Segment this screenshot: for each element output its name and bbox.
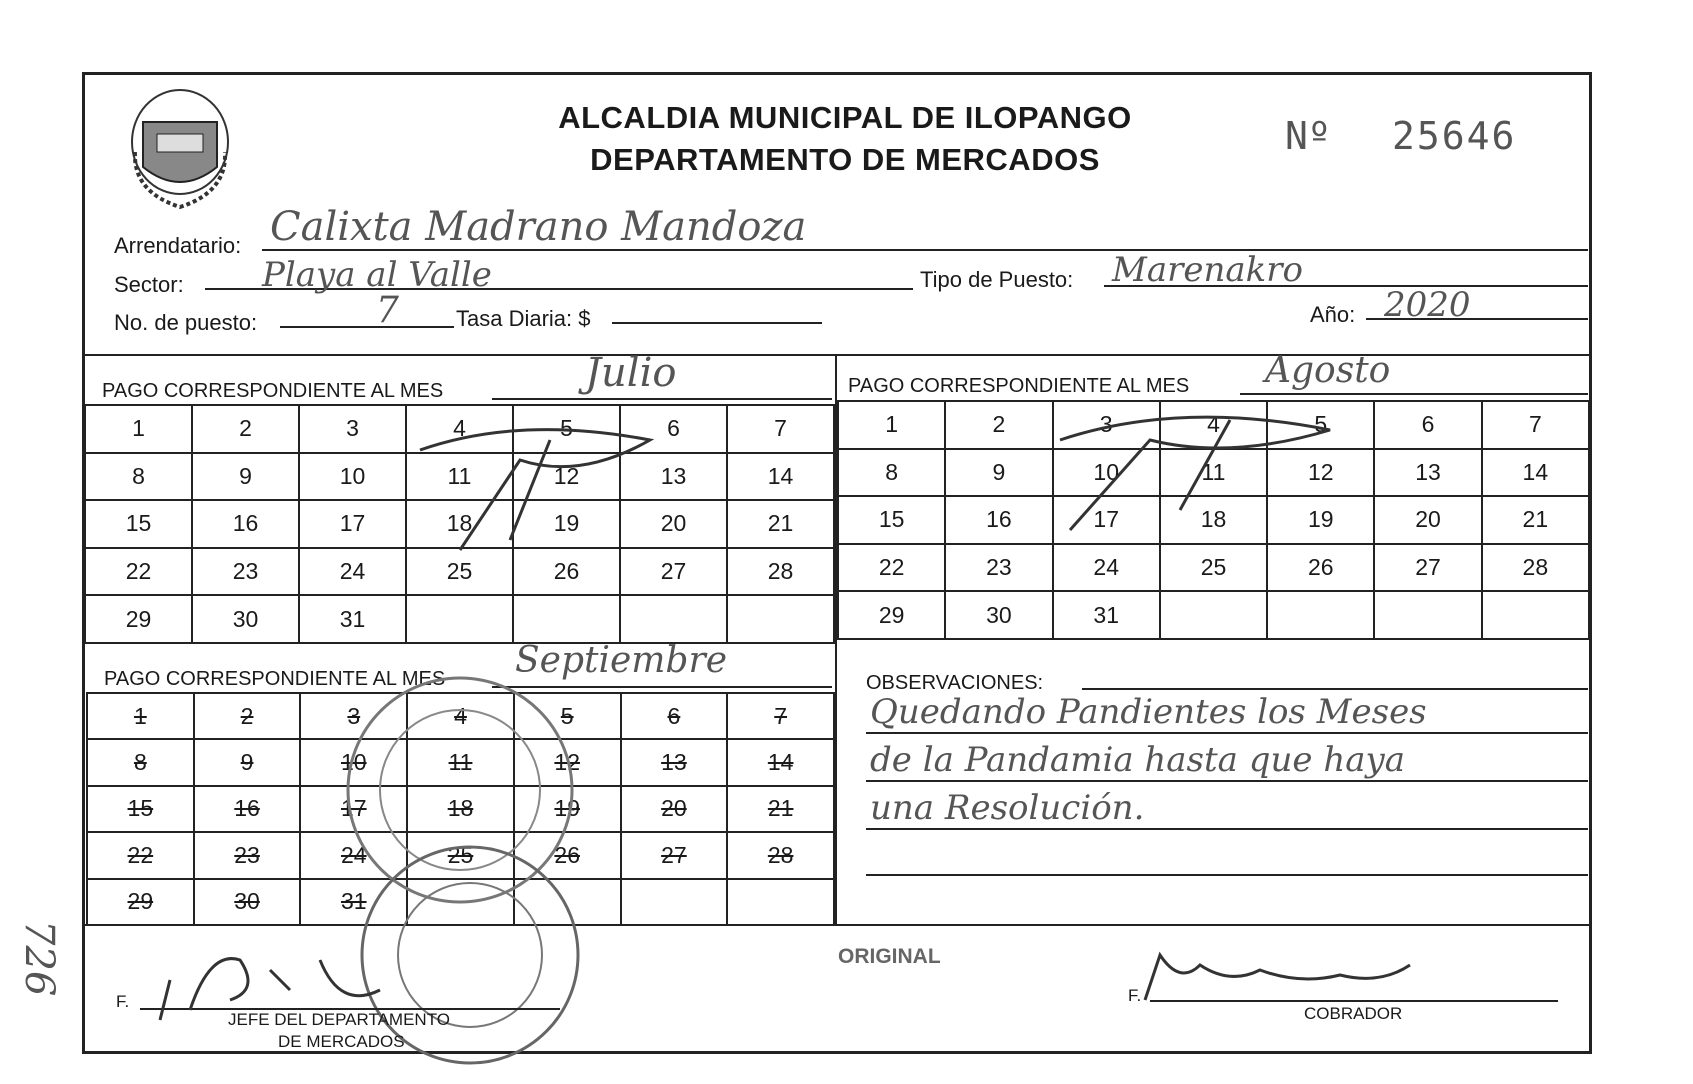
month1-label: PAGO CORRESPONDIENTE AL MES — [102, 380, 444, 402]
empty-cell — [1483, 592, 1590, 640]
day-cell: 31 — [301, 880, 408, 926]
day-cell: 22 — [839, 545, 946, 593]
day-cell: 15 — [88, 787, 195, 833]
day-cell: 10 — [300, 454, 407, 502]
jefe-label-line2: DE MERCADOS — [278, 1032, 405, 1051]
day-cell: 2 — [946, 402, 1053, 450]
day-cell: 13 — [622, 740, 729, 786]
day-cell: 28 — [728, 833, 835, 879]
observaciones-line2: de la Pandamia hasta que haya — [870, 740, 1405, 780]
day-cell: 1 — [86, 406, 193, 454]
day-cell: 15 — [86, 501, 193, 549]
day-cell: 4 — [1161, 402, 1268, 450]
original-label: ORIGINAL — [838, 945, 941, 968]
day-cell: 26 — [1268, 545, 1375, 593]
day-cell: 9 — [193, 454, 300, 502]
day-cell: 14 — [728, 454, 835, 502]
day-cell: 11 — [407, 454, 514, 502]
day-cell: 25 — [407, 549, 514, 597]
day-cell: 26 — [514, 549, 621, 597]
receipt-number-label: Nº — [1285, 114, 1331, 158]
day-cell: 8 — [86, 454, 193, 502]
day-cell: 27 — [621, 549, 728, 597]
day-cell: 21 — [1483, 497, 1590, 545]
day-cell: 11 — [1161, 450, 1268, 498]
tipo-puesto-value: Marenakro — [1112, 250, 1303, 290]
empty-cell — [1161, 592, 1268, 640]
day-cell: 24 — [1054, 545, 1161, 593]
day-cell: 31 — [1054, 592, 1161, 640]
month2-name: Agosto — [1265, 350, 1391, 391]
observaciones-label: OBSERVACIONES: — [866, 672, 1044, 694]
observaciones-line3: una Resolución. — [870, 788, 1145, 828]
sector-label: Sector: — [114, 272, 184, 297]
day-cell: 27 — [622, 833, 729, 879]
day-cell: 23 — [193, 549, 300, 597]
empty-cell — [622, 880, 729, 926]
day-cell: 4 — [407, 406, 514, 454]
day-cell: 8 — [88, 740, 195, 786]
day-cell: 30 — [946, 592, 1053, 640]
day-cell: 5 — [1268, 402, 1375, 450]
day-cell: 6 — [622, 694, 729, 740]
signature-f1-label: F. — [116, 992, 130, 1011]
month3-calendar — [86, 692, 835, 926]
day-cell: 24 — [301, 833, 408, 879]
month1-calendar — [84, 404, 835, 644]
observaciones-line1: Quedando Pandientes los Meses — [870, 692, 1427, 732]
day-cell: 30 — [193, 596, 300, 644]
day-cell: 3 — [1054, 402, 1161, 450]
day-cell: 9 — [946, 450, 1053, 498]
day-cell: 22 — [86, 549, 193, 597]
day-cell: 29 — [839, 592, 946, 640]
day-cell: 16 — [193, 501, 300, 549]
empty-cell — [515, 880, 622, 926]
day-cell: 28 — [728, 549, 835, 597]
day-cell: 14 — [728, 740, 835, 786]
day-cell: 12 — [1268, 450, 1375, 498]
day-cell: 2 — [193, 406, 300, 454]
arrendatario-value: Calixta Madrano Mandoza — [270, 204, 807, 250]
day-cell: 25 — [1161, 545, 1268, 593]
signature-f2-label: F. — [1128, 986, 1142, 1005]
sector-value: Playa al Valle — [262, 255, 492, 295]
day-cell: 18 — [407, 501, 514, 549]
day-cell: 31 — [300, 596, 407, 644]
day-cell: 4 — [408, 694, 515, 740]
day-cell: 20 — [621, 501, 728, 549]
empty-cell — [407, 596, 514, 644]
day-cell: 10 — [1054, 450, 1161, 498]
day-cell: 6 — [621, 406, 728, 454]
day-cell: 12 — [515, 740, 622, 786]
anio-value: 2020 — [1384, 285, 1471, 325]
arrendatario-label: Arrendatario: — [114, 233, 242, 258]
month1-name: Julio — [585, 350, 677, 396]
day-cell: 11 — [408, 740, 515, 786]
day-cell: 29 — [86, 596, 193, 644]
day-cell: 5 — [515, 694, 622, 740]
day-cell: 8 — [839, 450, 946, 498]
tasa-label: Tasa Diaria: $ — [456, 306, 591, 331]
puesto-label: No. de puesto: — [114, 310, 258, 335]
day-cell: 24 — [300, 549, 407, 597]
day-cell: 7 — [728, 694, 835, 740]
day-cell: 7 — [1483, 402, 1590, 450]
day-cell: 21 — [728, 501, 835, 549]
day-cell: 3 — [300, 406, 407, 454]
day-cell: 16 — [195, 787, 302, 833]
day-cell: 19 — [515, 787, 622, 833]
day-cell: 19 — [1268, 497, 1375, 545]
municipal-seal-logo — [125, 82, 235, 212]
day-cell: 1 — [839, 402, 946, 450]
day-cell: 10 — [301, 740, 408, 786]
empty-cell — [408, 880, 515, 926]
day-cell: 16 — [946, 497, 1053, 545]
day-cell: 29 — [88, 880, 195, 926]
month3-name: Septiembre — [515, 640, 727, 681]
margin-note: 726 — [16, 920, 62, 997]
day-cell: 18 — [1161, 497, 1268, 545]
day-cell: 26 — [515, 833, 622, 879]
receipt-number: 25646 — [1392, 114, 1517, 158]
day-cell: 3 — [301, 694, 408, 740]
empty-cell — [1375, 592, 1482, 640]
empty-cell — [621, 596, 728, 644]
day-cell: 21 — [728, 787, 835, 833]
day-cell: 17 — [301, 787, 408, 833]
day-cell: 17 — [1054, 497, 1161, 545]
tipo-puesto-label: Tipo de Puesto: — [920, 267, 1074, 292]
day-cell: 5 — [514, 406, 621, 454]
day-cell: 23 — [946, 545, 1053, 593]
day-cell: 22 — [88, 833, 195, 879]
cobrador-label: COBRADOR — [1304, 1004, 1403, 1023]
month3-label: PAGO CORRESPONDIENTE AL MES — [104, 668, 446, 690]
day-cell: 2 — [195, 694, 302, 740]
header-title-line1: ALCALDIA MUNICIPAL DE ILOPANGO — [558, 100, 1132, 135]
day-cell: 6 — [1375, 402, 1482, 450]
day-cell: 25 — [408, 833, 515, 879]
day-cell: 12 — [514, 454, 621, 502]
day-cell: 23 — [195, 833, 302, 879]
empty-cell — [728, 880, 835, 926]
day-cell: 13 — [1375, 450, 1482, 498]
day-cell: 18 — [408, 787, 515, 833]
day-cell: 17 — [300, 501, 407, 549]
day-cell: 28 — [1483, 545, 1590, 593]
day-cell: 20 — [1375, 497, 1482, 545]
day-cell: 30 — [195, 880, 302, 926]
empty-cell — [728, 596, 835, 644]
month2-label: PAGO CORRESPONDIENTE AL MES — [848, 375, 1190, 397]
month2-calendar — [837, 400, 1590, 640]
day-cell: 20 — [622, 787, 729, 833]
day-cell: 15 — [839, 497, 946, 545]
day-cell: 1 — [88, 694, 195, 740]
day-cell: 7 — [728, 406, 835, 454]
header-title-line2: DEPARTAMENTO DE MERCADOS — [590, 142, 1100, 177]
day-cell: 27 — [1375, 545, 1482, 593]
puesto-value: 7 — [376, 290, 399, 331]
day-cell: 13 — [621, 454, 728, 502]
day-cell: 9 — [195, 740, 302, 786]
empty-cell — [514, 596, 621, 644]
day-cell: 19 — [514, 501, 621, 549]
empty-cell — [1268, 592, 1375, 640]
day-cell: 14 — [1483, 450, 1590, 498]
anio-label: Año: — [1310, 302, 1356, 327]
jefe-label-line1: JEFE DEL DEPARTAMENTO — [228, 1010, 450, 1029]
